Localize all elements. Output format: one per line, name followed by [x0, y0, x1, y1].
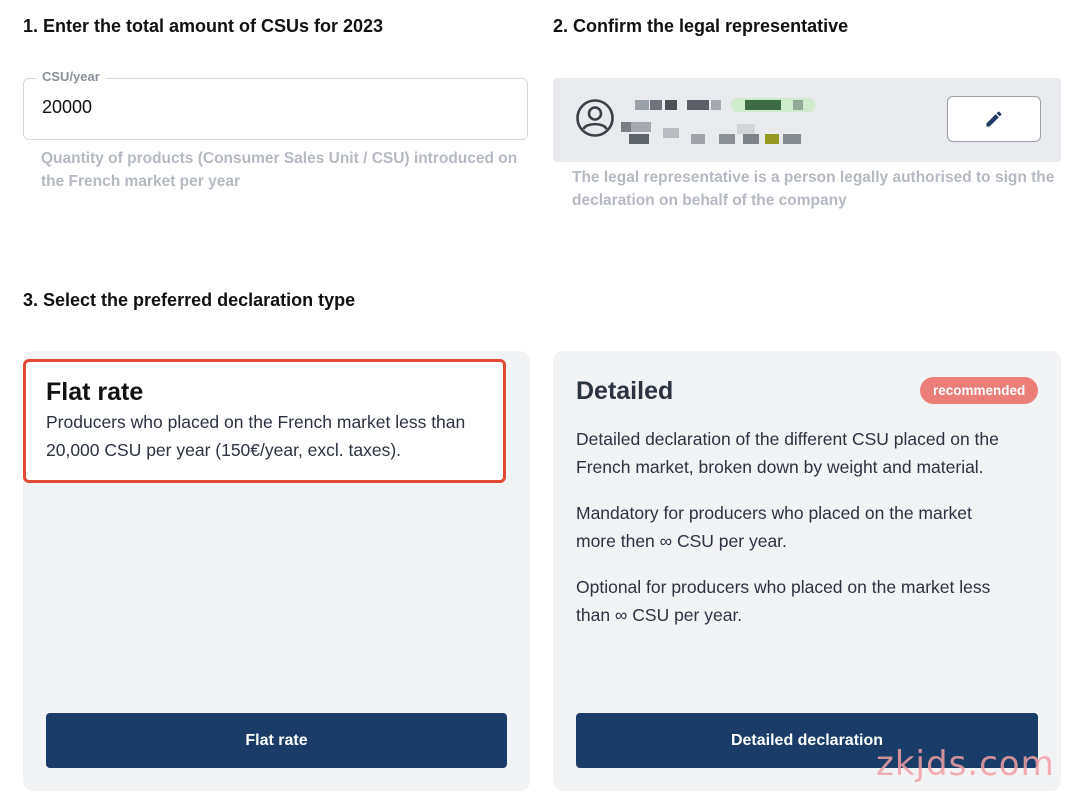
flat-rate-desc-line1: Producers who placed on the French market less than: [46, 412, 466, 432]
representative-help-text: [572, 166, 1054, 212]
detailed-p1-line1: Detailed declaration of the different CSU placed on the: [576, 429, 999, 449]
user-circle-icon: [575, 98, 615, 138]
step2-heading: 2. Confirm the legal representative: [553, 16, 849, 36]
legal-representative-card: [553, 78, 1061, 162]
flat-rate-highlight: [23, 359, 506, 483]
csu-year-input[interactable]: [42, 97, 502, 118]
detailed-p2-line2: more then ∞ CSU per year.: [576, 531, 787, 551]
detailed-paragraph-2: [576, 499, 1046, 555]
flat-rate-description: [46, 408, 506, 464]
detailed-title: Detailed: [576, 377, 674, 405]
flat-rate-title: Flat rate: [46, 378, 144, 406]
detailed-paragraph-1: [576, 425, 1046, 481]
csu-year-label: CSU/year: [36, 69, 106, 84]
flat-rate-desc-line2: 20,000 CSU per year (150€/year, excl. taxes).: [46, 440, 402, 460]
flat-rate-button[interactable]: Flat rate: [46, 713, 507, 768]
edit-representative-button[interactable]: [947, 96, 1041, 142]
detailed-p2-line1: Mandatory for producers who placed on the market: [576, 503, 972, 523]
csu-help-line2: the French market per year: [41, 173, 241, 190]
representative-help-line1: The legal representative is a person legally authorised to sign the: [572, 169, 1055, 186]
detailed-paragraph-3: [576, 573, 1046, 629]
detailed-card[interactable]: [553, 351, 1061, 791]
csu-year-field[interactable]: [23, 69, 528, 140]
watermark: zkjds.com: [876, 744, 1055, 784]
pencil-icon: [984, 109, 1004, 129]
csu-help-text: [41, 147, 517, 193]
detailed-p3-line2: than ∞ CSU per year.: [576, 605, 743, 625]
step1-heading: 1. Enter the total amount of CSUs for 2023: [23, 16, 384, 36]
csu-help-line1: Quantity of products (Consumer Sales Unit / CSU) introduced on: [41, 150, 518, 167]
representative-help-line2: declaration on behalf of the company: [572, 192, 847, 209]
step3-heading: 3. Select the preferred declaration type: [23, 290, 356, 310]
detailed-declaration-button[interactable]: Detailed declaration: [576, 713, 1038, 768]
detailed-p1-line2: French market, broken down by weight and material.: [576, 457, 984, 477]
recommended-badge: recommended: [920, 377, 1038, 404]
detailed-p3-line1: Optional for producers who placed on the market less: [576, 577, 991, 597]
flat-rate-card[interactable]: [23, 351, 530, 791]
